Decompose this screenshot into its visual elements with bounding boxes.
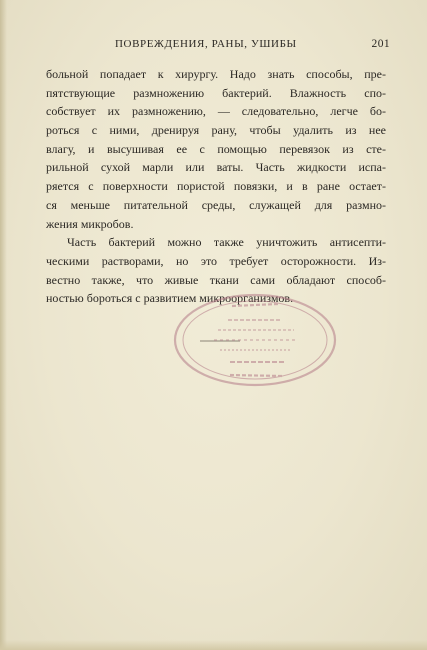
text-line: Часть бактерий можно также уничтожить антисепти- <box>67 235 386 250</box>
body-text <box>46 65 386 308</box>
text-line: вестно также, что живые ткани сами обладают способ- <box>46 272 386 287</box>
text-line: ся меньше питательной среды, служащей для размно- <box>46 197 386 212</box>
page-edge-shadow <box>0 0 7 650</box>
page-number: 201 <box>371 38 390 50</box>
text-line: жения микробов. <box>46 216 134 231</box>
text-line: ряется с поверхности пористой повязки, и в ране остает- <box>46 179 386 194</box>
text-line: пятствующие размножению бактерий. Влажность спо- <box>46 85 386 100</box>
library-stamp <box>170 290 340 390</box>
text-line: ностью бороться с развитием микроорганизмов. <box>46 291 294 306</box>
text-line: рильной сухой марли или ваты. Часть жидкости испа- <box>46 160 386 175</box>
text-line: больной попадает к хирургу. Надо знать способы, пре- <box>46 67 386 81</box>
text-line: влагу, и высушивая ее с помощью перевязок из сте- <box>46 141 386 156</box>
text-line: ческими растворами, но это требует осторожности. Из- <box>46 253 386 268</box>
text-line: роться с ними, дренируя рану, чтобы удалить из нее <box>46 123 386 138</box>
paragraph-1 <box>46 65 386 233</box>
running-head: ПОВРЕЖДЕНИЯ, РАНЫ, УШИБЫ <box>115 38 297 50</box>
page-bottom-shadow <box>0 640 427 650</box>
page-header <box>60 38 390 54</box>
text-line: собствует их размножению, — следовательно, легче бо- <box>46 104 386 119</box>
